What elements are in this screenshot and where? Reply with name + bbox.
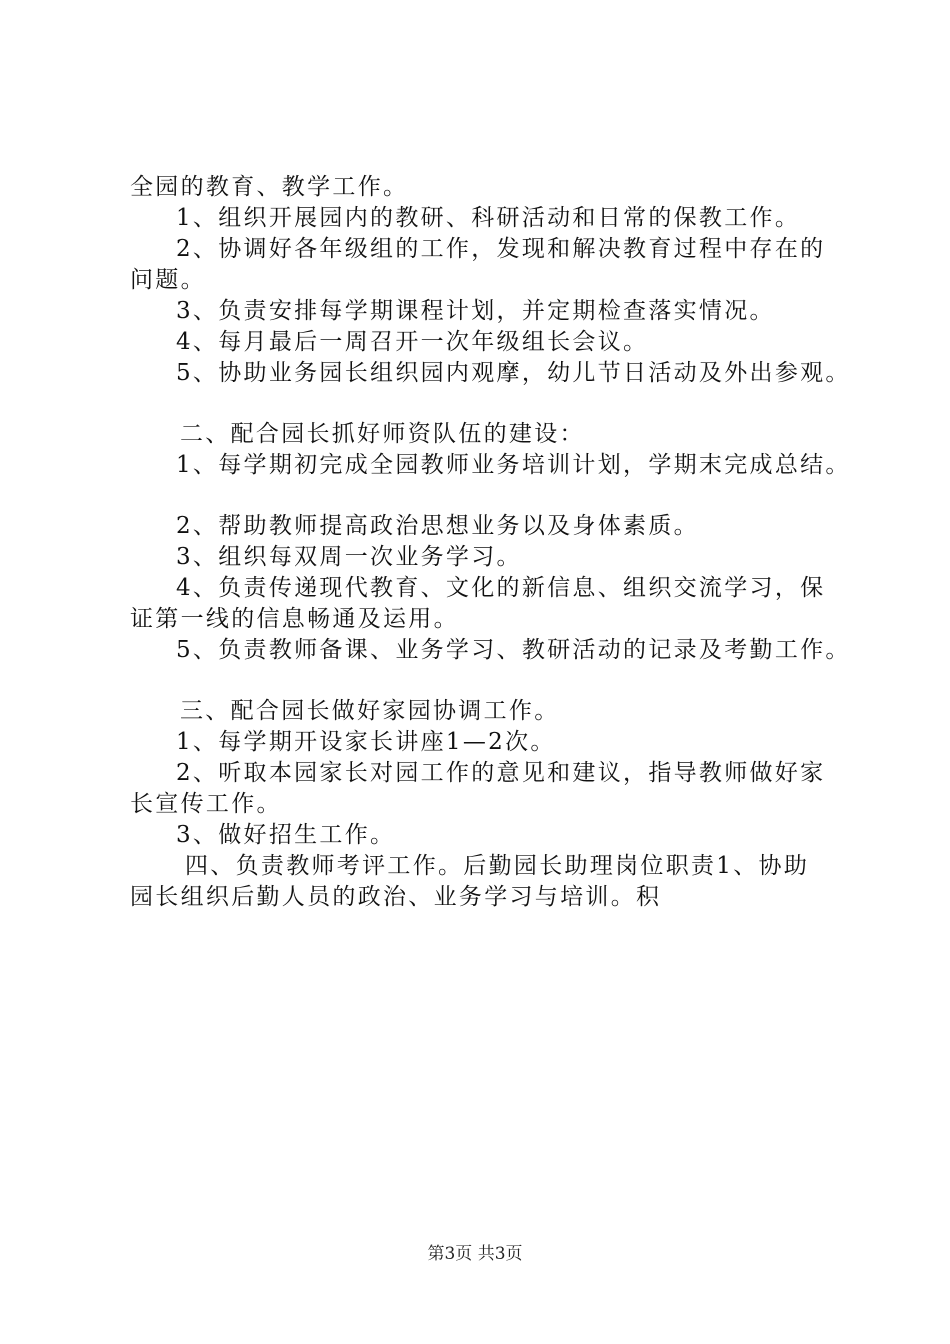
list-item: 2、听取本园家长对园工作的意见和建议，指导教师做好家 [176,760,826,786]
list-item: 4、负责传递现代教育、文化的新信息、组织交流学习，保 [176,575,826,601]
list-item: 1、每学期开设家长讲座1—2次。 [176,729,556,755]
list-item: 1、每学期初完成全园教师业务培训计划，学期末完成总结。 [176,452,851,478]
section-heading: 三、配合园长做好家园协调工作。 [180,698,560,724]
list-item: 2、帮助教师提高政治思想业务以及身体素质。 [176,513,699,539]
list-item: 3、组织每双周一次业务学习。 [176,544,522,570]
spacer [130,666,870,696]
list-item: 2、协调好各年级组的工作，发现和解决教育过程中存在的 [176,236,826,262]
document-body [130,172,870,913]
section-heading: 四、负责教师考评工作。后勤园长助理岗位职责1、协助 [185,853,810,879]
list-item: 4、每月最后一周召开一次年级组长会议。 [176,329,649,355]
page-number: 第3页 共3页 [427,1244,523,1264]
list-item: 3、做好招生工作。 [176,822,396,848]
paragraph-line: 长宣传工作。 [130,791,282,817]
list-item: 1、组织开展园内的教研、科研活动和日常的保教工作。 [176,205,801,231]
spacer [130,481,870,511]
list-item: 5、协助业务园长组织园内观摩，幼儿节日活动及外出参观。 [176,360,851,386]
section-heading: 二、配合园长抓好师资队伍的建设： [180,421,585,447]
list-item: 3、负责安排每学期课程计划，并定期检查落实情况。 [176,298,775,324]
paragraph-line: 证第一线的信息畅通及运用。 [130,606,459,632]
paragraph-line: 园长组织后勤人员的政治、业务学习与培训。积 [130,884,662,910]
list-item: 5、负责教师备课、业务学习、教研活动的记录及考勤工作。 [176,637,851,663]
paragraph-line: 全园的教育、教学工作。 [130,174,409,200]
paragraph-line: 问题。 [130,267,206,293]
spacer [130,389,870,419]
